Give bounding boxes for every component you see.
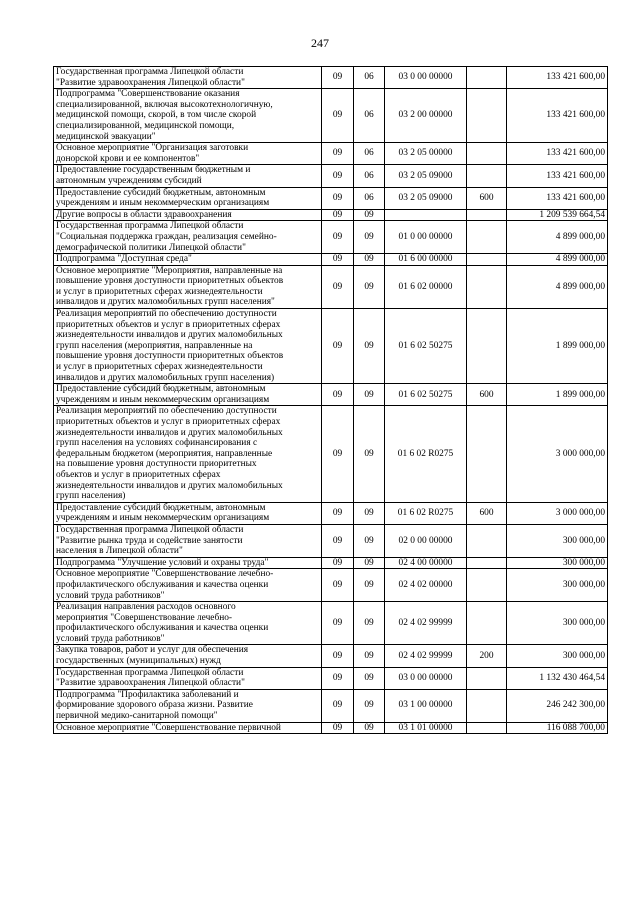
subsection-code-cell: 09 — [354, 384, 385, 406]
row-name-cell — [54, 502, 322, 524]
row-name-line: Другие вопросы в области здравоохранения — [56, 209, 232, 220]
row-name-line: Реализация мероприятий по обеспечению доступности — [56, 406, 277, 417]
row-name-line: учреждениям и иным некоммерческим организациям — [56, 513, 270, 524]
subsection-code-cell: 09 — [354, 689, 385, 722]
table-row — [54, 89, 608, 143]
row-name-cell — [54, 89, 322, 143]
table-row — [54, 569, 608, 602]
target-article-cell: 02 4 02 99999 — [385, 645, 467, 667]
section-code-cell: 09 — [322, 143, 354, 165]
row-name-line: Государственная программа Липецкой области — [56, 667, 244, 678]
row-name-line: населения в Липецкой области" — [56, 546, 183, 557]
row-name-line: жизнедеятельности инвалидов и других маломобильных — [56, 427, 283, 438]
row-name-line: Основное мероприятие "Мероприятия, направленные на — [56, 265, 283, 276]
section-code-cell: 09 — [322, 309, 354, 384]
row-name-line: Реализация направления расходов основного — [56, 602, 236, 613]
row-name-line: Подпрограмма "Профилактика заболеваний и — [56, 689, 239, 700]
target-article-cell: 01 6 02 00000 — [385, 265, 467, 308]
table-row — [54, 524, 608, 557]
table-row — [54, 221, 608, 254]
row-name-line: государственных (муниципальных) нужд — [56, 656, 221, 667]
section-code-cell: 09 — [322, 722, 354, 734]
row-name-line: Реализация мероприятий по обеспечению доступности — [56, 309, 277, 320]
expense-type-cell: 600 — [467, 384, 507, 406]
row-name-line: инвалидов и других маломобильных групп населения) — [56, 372, 275, 383]
row-name-line: демографической политики Липецкой области" — [56, 242, 246, 253]
amount-cell: 300 000,00 — [507, 602, 608, 645]
row-name-line: "Развитие рынка труда и содействие занятости — [56, 535, 243, 546]
target-article-cell: 03 0 00 00000 — [385, 667, 467, 689]
amount-cell: 133 421 600,00 — [507, 187, 608, 209]
subsection-code-cell: 09 — [354, 569, 385, 602]
row-name-line: Предоставление субсидий бюджетным, автономным — [56, 384, 266, 395]
row-name-line: специализированной, включая высокотехнологичную, — [56, 99, 273, 110]
row-name-line: Государственная программа Липецкой области — [56, 524, 244, 535]
section-code-cell: 09 — [322, 187, 354, 209]
amount-cell: 133 421 600,00 — [507, 67, 608, 89]
row-name-line: групп населения на условиях софинансирования с — [56, 438, 258, 449]
row-name-cell — [54, 406, 322, 502]
target-article-cell: 03 1 01 00000 — [385, 722, 467, 734]
expense-type-cell — [467, 524, 507, 557]
row-name-line: объектов и услуг в приоритетных сферах — [56, 469, 221, 480]
section-code-cell: 09 — [322, 384, 354, 406]
row-name-line: донорской крови и ее компонентов" — [56, 153, 200, 164]
expense-type-cell — [467, 689, 507, 722]
subsection-code-cell: 09 — [354, 221, 385, 254]
row-name-cell — [54, 209, 322, 221]
row-name-line: на повышение уровня доступности приоритетных — [56, 459, 257, 470]
row-name-line: жизнедеятельности инвалидов и других маломобильных — [56, 480, 283, 491]
table-row — [54, 645, 608, 667]
row-name-cell — [54, 309, 322, 384]
amount-cell: 4 899 000,00 — [507, 254, 608, 266]
section-code-cell: 09 — [322, 165, 354, 187]
row-name-line: "Развитие здравоохранения Липецкой области" — [56, 678, 245, 689]
table-row — [54, 667, 608, 689]
subsection-code-cell: 09 — [354, 265, 385, 308]
table-row — [54, 557, 608, 569]
table-row — [54, 143, 608, 165]
row-name-cell — [54, 524, 322, 557]
amount-cell: 300 000,00 — [507, 557, 608, 569]
row-name-line: "Развитие здравоохранения Липецкой области" — [56, 77, 245, 88]
section-code-cell: 09 — [322, 221, 354, 254]
target-article-cell: 01 6 02 50275 — [385, 384, 467, 406]
amount-cell: 133 421 600,00 — [507, 143, 608, 165]
row-name-line: приоритетных объектов и услуг в приоритетных сферах — [56, 319, 281, 330]
row-name-line: жизнедеятельности инвалидов и других маломобильных — [56, 330, 283, 341]
row-name-cell — [54, 265, 322, 308]
subsection-code-cell: 06 — [354, 67, 385, 89]
subsection-code-cell: 06 — [354, 89, 385, 143]
row-name-line: приоритетных объектов и услуг в приоритетных сферах — [56, 417, 281, 427]
row-name-line: учреждениям и иным некоммерческим организациям — [56, 394, 270, 405]
section-code-cell: 09 — [322, 645, 354, 667]
subsection-code-cell: 09 — [354, 524, 385, 557]
row-name-line: Подпрограмма "Улучшение условий и охраны труда" — [56, 557, 269, 568]
row-name-line: "Социальная поддержка граждан, реализация семейно- — [56, 231, 277, 242]
section-code-cell: 09 — [322, 557, 354, 569]
target-article-cell — [385, 209, 467, 221]
row-name-cell — [54, 557, 322, 569]
row-name-cell — [54, 384, 322, 406]
row-name-cell — [54, 254, 322, 266]
expense-type-cell — [467, 309, 507, 384]
section-code-cell: 09 — [322, 602, 354, 645]
target-article-cell: 01 6 02 R0275 — [385, 406, 467, 502]
table-row — [54, 254, 608, 266]
amount-cell: 116 088 700,00 — [507, 722, 608, 734]
table-row — [54, 602, 608, 645]
section-code-cell: 09 — [322, 502, 354, 524]
target-article-cell: 03 2 05 09000 — [385, 165, 467, 187]
subsection-code-cell: 06 — [354, 187, 385, 209]
row-name-line: профилактического обслуживания и качества оценки — [56, 579, 269, 590]
expense-type-cell: 600 — [467, 187, 507, 209]
expense-type-cell — [467, 722, 507, 734]
row-name-line: групп населения (мероприятия, направленные на — [56, 340, 253, 351]
row-name-cell — [54, 602, 322, 645]
amount-cell: 4 899 000,00 — [507, 221, 608, 254]
row-name-line: инвалидов и других маломобильных групп населения" — [56, 297, 275, 308]
target-article-cell: 02 4 02 00000 — [385, 569, 467, 602]
section-code-cell: 09 — [322, 209, 354, 221]
section-code-cell: 09 — [322, 667, 354, 689]
subsection-code-cell: 09 — [354, 602, 385, 645]
row-name-line: Основное мероприятие "Организация заготовки — [56, 143, 249, 154]
row-name-line: повышение уровня доступности приоритетных объектов — [56, 276, 284, 287]
row-name-line: первичной медико-санитарной помощи" — [56, 711, 218, 722]
row-name-line: повышение уровня доступности приоритетных объектов — [56, 351, 284, 362]
target-article-cell: 03 1 00 00000 — [385, 689, 467, 722]
target-article-cell: 03 2 00 00000 — [385, 89, 467, 143]
row-name-cell — [54, 569, 322, 602]
row-name-line: Подпрограмма "Доступная среда" — [56, 254, 192, 265]
subsection-code-cell: 09 — [354, 645, 385, 667]
amount-cell: 1 132 430 464,54 — [507, 667, 608, 689]
subsection-code-cell: 09 — [354, 722, 385, 734]
row-name-line: медицинской помощи, скорой, в том числе скорой — [56, 110, 257, 121]
target-article-cell: 03 2 05 09000 — [385, 187, 467, 209]
table-row — [54, 406, 608, 502]
target-article-cell: 01 0 00 00000 — [385, 221, 467, 254]
expense-type-cell — [467, 406, 507, 502]
row-name-line: специализированной, медицинской помощи, — [56, 120, 235, 131]
page-number: 247 — [311, 36, 329, 50]
subsection-code-cell: 09 — [354, 254, 385, 266]
section-code-cell: 09 — [322, 265, 354, 308]
expense-type-cell — [467, 89, 507, 143]
row-name-line: Основное мероприятие "Совершенствование первичной — [56, 722, 281, 733]
table-row — [54, 502, 608, 524]
table-row — [54, 722, 608, 734]
row-name-line: Государственная программа Липецкой области — [56, 67, 244, 77]
target-article-cell: 01 6 02 50275 — [385, 309, 467, 384]
amount-cell: 300 000,00 — [507, 569, 608, 602]
expense-type-cell — [467, 569, 507, 602]
expense-type-cell — [467, 209, 507, 221]
row-name-line: и услуг в приоритетных сферах жизнедеятельности — [56, 362, 263, 373]
target-article-cell: 03 2 05 00000 — [385, 143, 467, 165]
row-name-cell — [54, 165, 322, 187]
row-name-line: условий труда работников" — [56, 590, 165, 601]
expense-type-cell — [467, 265, 507, 308]
row-name-cell — [54, 722, 322, 734]
row-name-line: федеральным бюджетом (мероприятия, направленные — [56, 448, 273, 459]
amount-cell: 1 899 000,00 — [507, 309, 608, 384]
expense-type-cell — [467, 602, 507, 645]
row-name-line: Закупка товаров, работ и услуг для обеспечения — [56, 645, 249, 656]
row-name-line: учреждениям и иным некоммерческим организациям — [56, 198, 270, 209]
section-code-cell: 09 — [322, 569, 354, 602]
table-row — [54, 165, 608, 187]
target-article-cell: 03 0 00 00000 — [385, 67, 467, 89]
row-name-line: условий труда работников" — [56, 633, 165, 644]
expense-type-cell — [467, 221, 507, 254]
row-name-cell — [54, 689, 322, 722]
row-name-line: Предоставление государственным бюджетным и — [56, 165, 251, 176]
target-article-cell: 01 6 00 00000 — [385, 254, 467, 266]
row-name-cell — [54, 67, 322, 89]
target-article-cell: 02 4 00 00000 — [385, 557, 467, 569]
section-code-cell: 09 — [322, 524, 354, 557]
section-code-cell: 09 — [322, 67, 354, 89]
row-name-line: мероприятия "Совершенствование лечебно- — [56, 612, 233, 623]
row-name-cell — [54, 221, 322, 254]
expense-type-cell — [467, 254, 507, 266]
row-name-line: автономным учреждениям субсидий — [56, 175, 202, 186]
row-name-cell — [54, 645, 322, 667]
expense-type-cell — [467, 667, 507, 689]
row-name-line: профилактического обслуживания и качества оценки — [56, 623, 269, 634]
expense-type-cell: 200 — [467, 645, 507, 667]
expense-type-cell: 600 — [467, 502, 507, 524]
section-code-cell: 09 — [322, 406, 354, 502]
table-row — [54, 384, 608, 406]
row-name-line: Основное мероприятие "Совершенствование лечебно- — [56, 569, 274, 580]
row-name-line: формирование здорового образа жизни. Развитие — [56, 700, 253, 711]
table-row — [54, 689, 608, 722]
row-name-line: Подпрограмма "Совершенствование оказания — [56, 89, 240, 100]
section-code-cell: 09 — [322, 689, 354, 722]
row-name-line: и услуг в приоритетных сферах жизнедеятельности — [56, 286, 263, 297]
subsection-code-cell: 09 — [354, 309, 385, 384]
budget-table-body — [54, 67, 608, 734]
subsection-code-cell: 09 — [354, 502, 385, 524]
amount-cell: 4 899 000,00 — [507, 265, 608, 308]
subsection-code-cell: 09 — [354, 557, 385, 569]
amount-cell: 3 000 000,00 — [507, 406, 608, 502]
amount-cell: 1 899 000,00 — [507, 384, 608, 406]
table-row — [54, 209, 608, 221]
subsection-code-cell: 06 — [354, 143, 385, 165]
expense-type-cell — [467, 143, 507, 165]
amount-cell: 300 000,00 — [507, 524, 608, 557]
table-row — [54, 265, 608, 308]
expense-type-cell — [467, 67, 507, 89]
amount-cell: 3 000 000,00 — [507, 502, 608, 524]
table-row — [54, 309, 608, 384]
target-article-cell: 02 4 02 99999 — [385, 602, 467, 645]
subsection-code-cell: 09 — [354, 406, 385, 502]
subsection-code-cell: 06 — [354, 165, 385, 187]
target-article-cell: 02 0 00 00000 — [385, 524, 467, 557]
amount-cell: 1 209 539 664,54 — [507, 209, 608, 221]
subsection-code-cell: 09 — [354, 209, 385, 221]
row-name-cell — [54, 143, 322, 165]
amount-cell: 300 000,00 — [507, 645, 608, 667]
table-row — [54, 187, 608, 209]
row-name-line: Предоставление субсидий бюджетным, автономным — [56, 502, 266, 513]
amount-cell: 133 421 600,00 — [507, 165, 608, 187]
expense-type-cell — [467, 165, 507, 187]
section-code-cell: 09 — [322, 89, 354, 143]
row-name-cell — [54, 667, 322, 689]
expense-type-cell — [467, 557, 507, 569]
row-name-line: медицинской эвакуации" — [56, 131, 156, 142]
row-name-cell — [54, 187, 322, 209]
subsection-code-cell: 09 — [354, 667, 385, 689]
budget-table — [53, 66, 608, 734]
row-name-line: групп населения) — [56, 491, 126, 502]
amount-cell: 133 421 600,00 — [507, 89, 608, 143]
row-name-line: Государственная программа Липецкой области — [56, 221, 244, 232]
table-row — [54, 67, 608, 89]
section-code-cell: 09 — [322, 254, 354, 266]
row-name-line: Предоставление субсидий бюджетным, автономным — [56, 187, 266, 198]
target-article-cell: 01 6 02 R0275 — [385, 502, 467, 524]
amount-cell: 246 242 300,00 — [507, 689, 608, 722]
